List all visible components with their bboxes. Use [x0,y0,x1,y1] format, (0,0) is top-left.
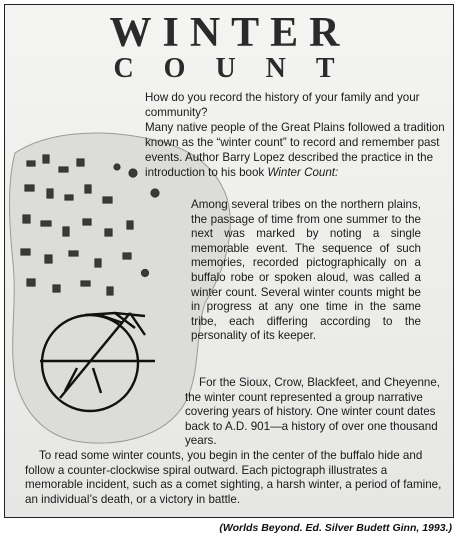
title-winter: WINTER [109,10,351,56]
body-text [25,376,445,507]
body-paragraph-1: For the Sioux, Crow, Blackfeet, and Cheyenne, the winter count represented a group narrative covering years of history. One winter count dates back to A.D. 901—a history of over one thousand years. [185,376,441,448]
quote-text: Among several tribes on the northern plains, the passage of time from one summer to the next was marked by noting a single memorable event. The sequence of such memories, recorded pictographically on a buffalo robe or spoken aloud, was called a winter count. Several winter counts might be in progress at any one time in the same tribe, each differing according to the personality of its keeper. [191,198,421,343]
book-page [4,4,454,518]
intro-text [145,90,445,180]
intro-paragraph-text: Many native people of the Great Plains followed a tradition known as the “winter count” to record and remember past events. Author Barry Lopez described the practice in the introduction to his book [145,121,445,179]
source-citation: (Worlds Beyond. Ed. Silver Budett Ginn, 1993.) [219,522,452,534]
book-title: Winter Count: [267,166,339,179]
body-paragraph-2: To read some winter counts, you begin in the center of the buffalo hide and follow a counter-clockwise spiral outward. Each pictograph illustrates a memorable incident, such as a comet sighting, a harsh winter, a period of famine, an individual’s death, or a victory in battle. [25,448,442,506]
intro-paragraph [145,120,445,180]
block-quote [191,198,421,344]
title-count: COUNT [113,53,365,84]
intro-question: How do you record the history of your family and your community? [145,91,420,119]
